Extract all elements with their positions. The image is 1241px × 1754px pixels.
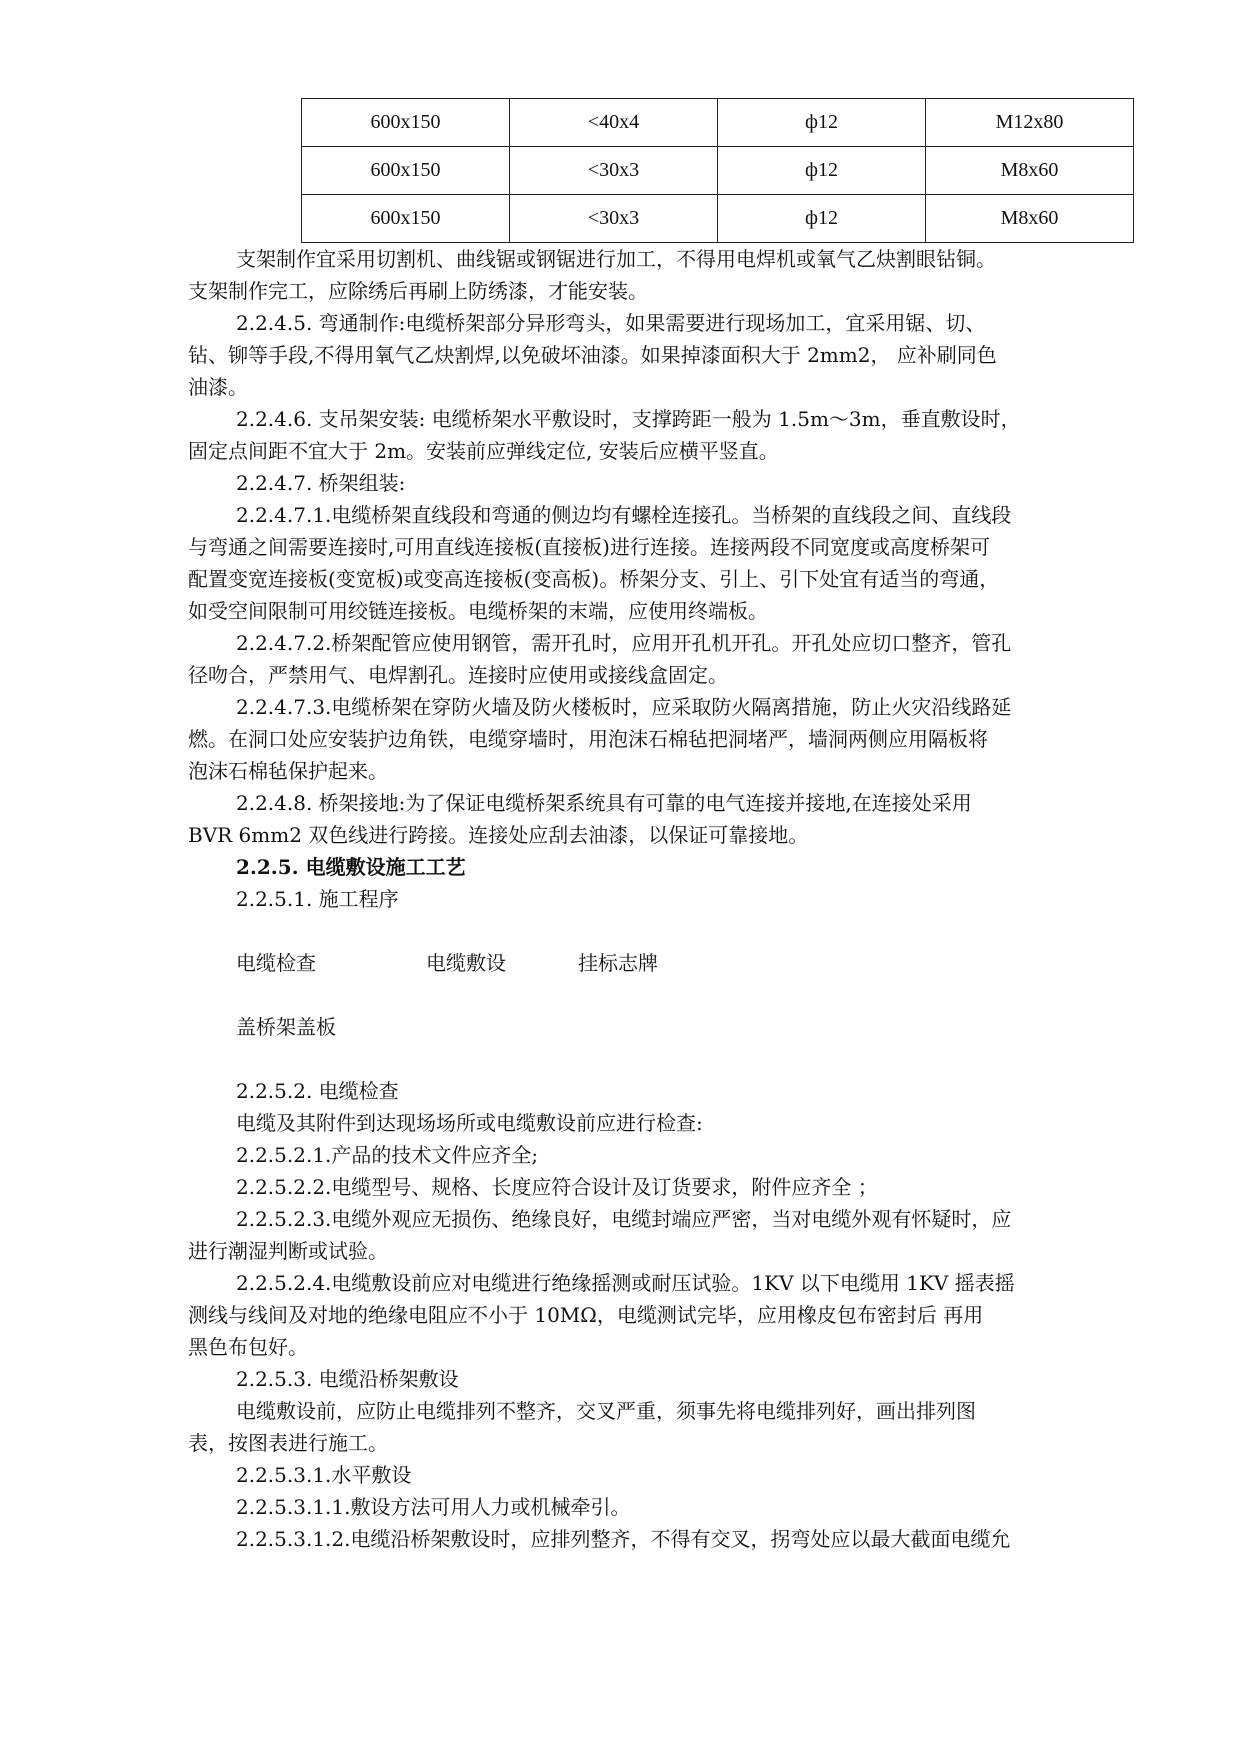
flow-step: 电缆敷设	[426, 951, 506, 975]
table-cell: <40x4	[510, 99, 718, 147]
paragraph-line: 2.2.5.2.1.产品的技术文件应齐全;	[236, 1143, 539, 1167]
paragraph-line: 配置变宽连接板(变宽板)或变高连接板(变高板)。桥架分支、引上、引下处宜有适当的弯通，	[188, 567, 1000, 591]
table-row	[302, 195, 1134, 243]
table-cell: ф12	[718, 147, 926, 195]
paragraph-line: 2.2.5.3.1.1.敷设方法可用人力或机械牵引。	[236, 1495, 631, 1519]
table-cell: 600x150	[302, 195, 510, 243]
paragraph-line: 2.2.4.8. 桥架接地:为了保证电缆桥架系统具有可靠的电气连接并接地,在连接处采用	[236, 791, 972, 815]
paragraph-line: 2.2.5.2.4.电缆敷设前应对电缆进行绝缘摇测或耐压试验。1KV 以下电缆用 1KV 摇表摇	[236, 1271, 1015, 1295]
table-cell: <30x3	[510, 147, 718, 195]
flow-step: 挂标志牌	[578, 951, 658, 975]
paragraph-line: 如受空间限制可用绞链连接板。电缆桥架的末端，应使用终端板。	[188, 599, 768, 623]
paragraph-line: 2.2.4.6. 支吊架安装: 电缆桥架水平敷设时，支撑跨距一般为 1.5m～3m，垂直敷设时，	[236, 407, 1021, 431]
paragraph-line: 2.2.5.2.3.电缆外观应无损伤、绝缘良好，电缆封端应严密，当对电缆外观有怀疑时，应	[236, 1207, 1012, 1231]
paragraph-line: 固定点间距不宜大于 2m。安装前应弹线定位, 安装后应横平竖直。	[188, 439, 779, 463]
paragraph-line: 2.2.4.7. 桥架组装:	[236, 471, 406, 495]
paragraph-line: 2.2.4.7.3.电缆桥架在穿防火墙及防火楼板时，应采取防火隔离措施，防止火灾沿线路延	[236, 695, 1012, 719]
paragraph-line: BVR 6mm2 双色线进行跨接。连接处应刮去油漆，以保证可靠接地。	[188, 823, 809, 847]
paragraph-line: 黑色布包好。	[188, 1335, 308, 1359]
paragraph-line: 泡沫石棉毡保护起来。	[188, 759, 388, 783]
paragraph-line: 电缆敷设前，应防止电缆排列不整齐，交叉严重，须事先将电缆排列好，画出排列图	[236, 1399, 976, 1423]
paragraph-line: 进行潮湿判断或试验。	[188, 1239, 388, 1263]
paragraph-line: 电缆及其附件到达现场场所或电缆敷设前应进行检查:	[236, 1111, 703, 1135]
paragraph-line: 表，按图表进行施工。	[188, 1431, 388, 1455]
paragraph-line: 径吻合，严禁用气、电焊割孔。连接时应使用或接线盒固定。	[188, 663, 728, 687]
table-row	[302, 99, 1134, 147]
bracket-spec-table	[301, 98, 1134, 243]
table-cell: ф12	[718, 99, 926, 147]
paragraph-line: 支架制作完工，应除绣后再刷上防绣漆，才能安装。	[188, 279, 648, 303]
paragraph-line: 支架制作宜采用切割机、曲线锯或钢锯进行加工，不得用电焊机或氧气乙炔割眼钻铜。	[236, 247, 996, 271]
paragraph-line: 测线与线间及对地的绝缘电阻应不小于 10MΩ，电缆测试完毕，应用橡皮包布密封后 再用	[188, 1303, 984, 1327]
paragraph-line: 2.2.5.2. 电缆检查	[236, 1079, 399, 1103]
table-cell: M8x60	[926, 195, 1134, 243]
table-cell: 600x150	[302, 147, 510, 195]
paragraph-line: 2.2.5.3.1.水平敷设	[236, 1463, 412, 1487]
paragraph-line: 2.2.4.7.2.桥架配管应使用钢管，需开孔时，应用开孔机开孔。开孔处应切口整齐，管孔	[236, 631, 1012, 655]
table-cell: 600x150	[302, 99, 510, 147]
paragraph-line: 2.2.5.3.1.2.电缆沿桥架敷设时，应排列整齐，不得有交叉，拐弯处应以最大截面电缆允	[236, 1527, 1011, 1551]
paragraph-line: 2.2.4.7.1.电缆桥架直线段和弯通的侧边均有螺栓连接孔。当桥架的直线段之间、直线段	[236, 503, 1012, 527]
paragraph-line: 燃。在洞口处应安装护边角铁，电缆穿墙时，用泡沫石棉毡把洞堵严，墙洞两侧应用隔板将	[188, 727, 988, 751]
flow-step: 盖桥架盖板	[236, 1015, 336, 1039]
table-cell: M8x60	[926, 147, 1134, 195]
paragraph-line: 与弯通之间需要连接时,可用直线连接板(直接板)进行连接。连接两段不同宽度或高度桥架可	[188, 535, 990, 559]
table-cell: M12x80	[926, 99, 1134, 147]
paragraph-line: 钻、铆等手段,不得用氧气乙炔割焊,以免破坏油漆。如果掉漆面积大于 2mm2， 应补刷同色	[188, 343, 997, 367]
section-heading: 2.2.5. 电缆敷设施工工艺	[236, 855, 466, 879]
paragraph-line: 2.2.5.2.2.电缆型号、规格、长度应符合设计及订货要求，附件应齐全 ；	[236, 1175, 878, 1199]
table-cell: <30x3	[510, 195, 718, 243]
table-row	[302, 147, 1134, 195]
flow-step: 电缆检查	[236, 951, 316, 975]
paragraph-line: 2.2.5.3. 电缆沿桥架敷设	[236, 1367, 459, 1391]
paragraph-line: 油漆。	[188, 375, 248, 399]
paragraph-line: 2.2.5.1. 施工程序	[236, 887, 399, 911]
table-cell: ф12	[718, 195, 926, 243]
paragraph-line: 2.2.4.5. 弯通制作:电缆桥架部分异形弯头，如果需要进行现场加工，宜采用锯、切、	[236, 311, 986, 335]
